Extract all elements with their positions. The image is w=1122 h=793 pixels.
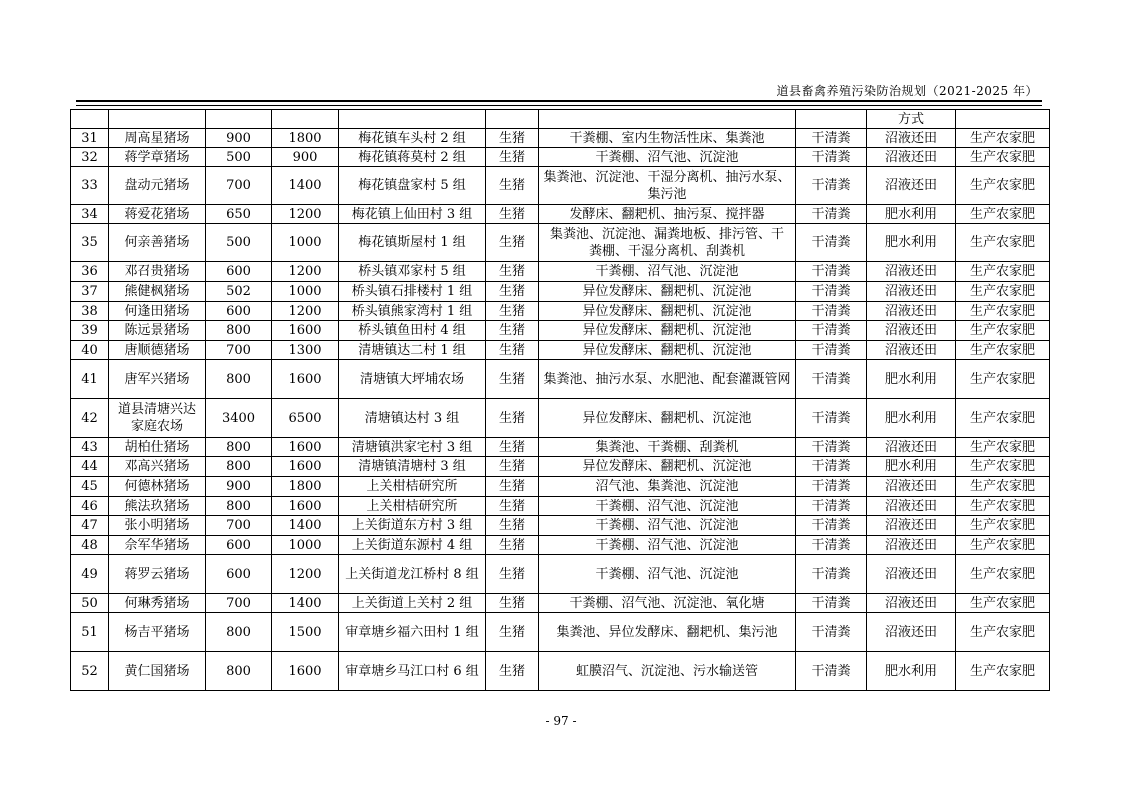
annual-output-cell: 1000 <box>272 282 339 302</box>
location-cell: 桥头镇鱼田村 4 组 <box>339 321 486 341</box>
wastewater-use-cell: 沼液还田 <box>867 167 956 205</box>
farm-name-cell: 唐军兴猪场 <box>109 360 206 399</box>
livestock-type-cell: 生猪 <box>486 438 539 457</box>
row-number-cell: 41 <box>71 360 109 399</box>
facilities-cell: 异位发酵床、翻耙机、沉淀池 <box>539 282 796 302</box>
table-row <box>71 536 1050 555</box>
row-number-cell: 38 <box>71 302 109 321</box>
facilities-cell: 集粪池、沉淀池、漏粪地板、排污管、干 粪棚、干湿分离机、刮粪机 <box>539 224 796 262</box>
manure-method-cell: 干清粪 <box>796 224 867 262</box>
location-cell: 上关柑桔研究所 <box>339 477 486 497</box>
row-number-cell: 33 <box>71 167 109 205</box>
table-row <box>71 594 1050 613</box>
capacity-cell: 500 <box>206 148 272 167</box>
location-cell: 清塘镇达二村 1 组 <box>339 341 486 360</box>
row-number-cell: 43 <box>71 438 109 457</box>
page-header-title: 道县畜禽养殖污染防治规划（2021-2025 年） <box>776 84 1038 98</box>
manure-use-cell: 生产农家肥 <box>956 536 1050 555</box>
capacity-cell: 600 <box>206 555 272 594</box>
manure-use-cell: 生产农家肥 <box>956 321 1050 341</box>
row-number-cell: 45 <box>71 477 109 497</box>
farm-name-cell: 邓召贵猪场 <box>109 262 206 282</box>
manure-method-cell: 干清粪 <box>796 457 867 477</box>
livestock-type-cell: 生猪 <box>486 477 539 497</box>
wastewater-use-cell: 肥水利用 <box>867 360 956 399</box>
location-cell: 梅花镇斯屋村 1 组 <box>339 224 486 262</box>
wastewater-use-cell: 沼液还田 <box>867 536 956 555</box>
livestock-type-cell: 生猪 <box>486 148 539 167</box>
capacity-cell: 800 <box>206 652 272 691</box>
livestock-type-cell: 生猪 <box>486 613 539 652</box>
wastewater-use-cell: 沼液还田 <box>867 321 956 341</box>
capacity-cell: 800 <box>206 438 272 457</box>
table-row <box>71 282 1050 302</box>
wastewater-use-cell: 沼液还田 <box>867 516 956 536</box>
annual-output-cell: 1600 <box>272 652 339 691</box>
wastewater-use-cell: 沼液还田 <box>867 282 956 302</box>
farm-name-cell: 胡柏仕猪场 <box>109 438 206 457</box>
row-number-cell: 31 <box>71 129 109 148</box>
table-row <box>71 457 1050 477</box>
capacity-cell: 600 <box>206 262 272 282</box>
annual-output-cell: 1000 <box>272 536 339 555</box>
row-number-cell: 50 <box>71 594 109 613</box>
annual-output-cell: 1200 <box>272 302 339 321</box>
capacity-cell: 600 <box>206 536 272 555</box>
table-row <box>71 321 1050 341</box>
livestock-type-cell: 生猪 <box>486 516 539 536</box>
table-header-row <box>71 110 1050 129</box>
facilities-cell: 集粪池、异位发酵床、翻耙机、集污池 <box>539 613 796 652</box>
facilities-cell: 集粪池、沉淀池、干湿分离机、抽污水泵、 集污池 <box>539 167 796 205</box>
facilities-cell: 沼气池、集粪池、沉淀池 <box>539 477 796 497</box>
header-cell <box>206 110 272 129</box>
facilities-cell: 干粪棚、沼气池、沉淀池 <box>539 516 796 536</box>
header-cell <box>486 110 539 129</box>
annual-output-cell: 1200 <box>272 262 339 282</box>
header-cell <box>796 110 867 129</box>
table-row <box>71 516 1050 536</box>
facilities-cell: 干粪棚、沼气池、沉淀池 <box>539 148 796 167</box>
location-cell: 桥头镇邓家村 5 组 <box>339 262 486 282</box>
capacity-cell: 3400 <box>206 399 272 438</box>
table-row <box>71 497 1050 516</box>
farm-name-cell: 黄仁国猪场 <box>109 652 206 691</box>
annual-output-cell: 1600 <box>272 457 339 477</box>
location-cell: 桥头镇石排楼村 1 组 <box>339 282 486 302</box>
location-cell: 上关街道上关村 2 组 <box>339 594 486 613</box>
capacity-cell: 800 <box>206 321 272 341</box>
header-cell <box>539 110 796 129</box>
livestock-type-cell: 生猪 <box>486 224 539 262</box>
table-row <box>71 224 1050 262</box>
livestock-type-cell: 生猪 <box>486 399 539 438</box>
livestock-type-cell: 生猪 <box>486 497 539 516</box>
facilities-cell: 干粪棚、沼气池、沉淀池 <box>539 555 796 594</box>
annual-output-cell: 1800 <box>272 129 339 148</box>
livestock-type-cell: 生猪 <box>486 360 539 399</box>
capacity-cell: 800 <box>206 613 272 652</box>
row-number-cell: 39 <box>71 321 109 341</box>
wastewater-use-cell: 沼液还田 <box>867 477 956 497</box>
manure-method-cell: 干清粪 <box>796 167 867 205</box>
manure-method-cell: 干清粪 <box>796 477 867 497</box>
wastewater-use-cell: 肥水利用 <box>867 205 956 224</box>
manure-method-cell: 干清粪 <box>796 613 867 652</box>
manure-use-cell: 生产农家肥 <box>956 129 1050 148</box>
wastewater-use-cell: 沼液还田 <box>867 262 956 282</box>
manure-use-cell: 生产农家肥 <box>956 224 1050 262</box>
manure-method-cell: 干清粪 <box>796 302 867 321</box>
manure-use-cell: 生产农家肥 <box>956 302 1050 321</box>
row-number-cell: 42 <box>71 399 109 438</box>
row-number-cell: 36 <box>71 262 109 282</box>
wastewater-use-cell: 沼液还田 <box>867 497 956 516</box>
wastewater-use-cell: 沼液还田 <box>867 148 956 167</box>
manure-use-cell: 生产农家肥 <box>956 262 1050 282</box>
location-cell: 清塘镇达村 3 组 <box>339 399 486 438</box>
livestock-type-cell: 生猪 <box>486 555 539 594</box>
manure-method-cell: 干清粪 <box>796 321 867 341</box>
manure-method-cell: 干清粪 <box>796 652 867 691</box>
annual-output-cell: 1800 <box>272 477 339 497</box>
facilities-cell: 干粪棚、沼气池、沉淀池、氧化塘 <box>539 594 796 613</box>
manure-use-cell: 生产农家肥 <box>956 148 1050 167</box>
manure-method-cell: 干清粪 <box>796 282 867 302</box>
table-row <box>71 555 1050 594</box>
farm-name-cell: 熊健枫猪场 <box>109 282 206 302</box>
livestock-type-cell: 生猪 <box>486 167 539 205</box>
location-cell: 上关街道龙江桥村 8 组 <box>339 555 486 594</box>
livestock-type-cell: 生猪 <box>486 321 539 341</box>
farm-name-cell: 何逢田猪场 <box>109 302 206 321</box>
farm-name-cell: 何德林猪场 <box>109 477 206 497</box>
manure-method-cell: 干清粪 <box>796 360 867 399</box>
row-number-cell: 32 <box>71 148 109 167</box>
livestock-type-cell: 生猪 <box>486 652 539 691</box>
location-cell: 清塘镇清塘村 3 组 <box>339 457 486 477</box>
annual-output-cell: 1600 <box>272 497 339 516</box>
capacity-cell: 650 <box>206 205 272 224</box>
table-row <box>71 613 1050 652</box>
manure-method-cell: 干清粪 <box>796 129 867 148</box>
wastewater-use-cell: 沼液还田 <box>867 555 956 594</box>
capacity-cell: 502 <box>206 282 272 302</box>
capacity-cell: 700 <box>206 594 272 613</box>
annual-output-cell: 1200 <box>272 205 339 224</box>
row-number-cell: 49 <box>71 555 109 594</box>
manure-use-cell: 生产农家肥 <box>956 613 1050 652</box>
capacity-cell: 900 <box>206 129 272 148</box>
farm-name-cell: 何琳秀猪场 <box>109 594 206 613</box>
manure-use-cell: 生产农家肥 <box>956 167 1050 205</box>
livestock-type-cell: 生猪 <box>486 457 539 477</box>
annual-output-cell: 1400 <box>272 516 339 536</box>
farm-name-cell: 道县清塘兴达家庭农场 <box>109 399 206 438</box>
facilities-cell: 干粪棚、室内生物活性床、集粪池 <box>539 129 796 148</box>
table-row <box>71 341 1050 360</box>
farm-name-cell: 杨吉平猪场 <box>109 613 206 652</box>
facilities-cell: 发酵床、翻耙机、抽污泵、搅拌器 <box>539 205 796 224</box>
facilities-cell: 异位发酵床、翻耙机、沉淀池 <box>539 341 796 360</box>
wastewater-use-cell: 沼液还田 <box>867 302 956 321</box>
manure-method-cell: 干清粪 <box>796 438 867 457</box>
manure-use-cell: 生产农家肥 <box>956 341 1050 360</box>
wastewater-use-cell: 沼液还田 <box>867 341 956 360</box>
table-row <box>71 438 1050 457</box>
table-row <box>71 399 1050 438</box>
manure-use-cell: 生产农家肥 <box>956 399 1050 438</box>
farm-name-cell: 张小明猪场 <box>109 516 206 536</box>
header-cell <box>109 110 206 129</box>
page-number: - 97 - <box>545 714 577 728</box>
table-row <box>71 477 1050 497</box>
annual-output-cell: 1600 <box>272 321 339 341</box>
wastewater-use-cell: 沼液还田 <box>867 129 956 148</box>
manure-method-cell: 干清粪 <box>796 555 867 594</box>
wastewater-use-cell: 沼液还田 <box>867 613 956 652</box>
facilities-cell: 虹膜沼气、沉淀池、污水输送管 <box>539 652 796 691</box>
farm-name-cell: 唐顺德猪场 <box>109 341 206 360</box>
header-cell <box>71 110 109 129</box>
location-cell: 梅花镇上仙田村 3 组 <box>339 205 486 224</box>
capacity-cell: 800 <box>206 360 272 399</box>
table-row <box>71 205 1050 224</box>
facilities-cell: 异位发酵床、翻耙机、沉淀池 <box>539 399 796 438</box>
farm-name-cell: 蒋学章猪场 <box>109 148 206 167</box>
facilities-cell: 异位发酵床、翻耙机、沉淀池 <box>539 457 796 477</box>
capacity-cell: 700 <box>206 516 272 536</box>
farm-name-cell: 蒋罗云猪场 <box>109 555 206 594</box>
facilities-cell: 异位发酵床、翻耙机、沉淀池 <box>539 321 796 341</box>
annual-output-cell: 1300 <box>272 341 339 360</box>
location-cell: 清塘镇洪家宅村 3 组 <box>339 438 486 457</box>
farm-name-cell: 陈远景猪场 <box>109 321 206 341</box>
location-cell: 审章塘乡马江口村 6 组 <box>339 652 486 691</box>
wastewater-use-cell: 沼液还田 <box>867 438 956 457</box>
annual-output-cell: 1500 <box>272 613 339 652</box>
farm-name-cell: 周高星猪场 <box>109 129 206 148</box>
annual-output-cell: 1600 <box>272 438 339 457</box>
facilities-cell: 集粪池、抽污水泵、水肥池、配套灌溉管网 <box>539 360 796 399</box>
manure-use-cell: 生产农家肥 <box>956 594 1050 613</box>
manure-use-cell: 生产农家肥 <box>956 477 1050 497</box>
row-number-cell: 52 <box>71 652 109 691</box>
livestock-type-cell: 生猪 <box>486 205 539 224</box>
location-cell: 上关街道东方村 3 组 <box>339 516 486 536</box>
facilities-cell: 干粪棚、沼气池、沉淀池 <box>539 497 796 516</box>
location-cell: 梅花镇车头村 2 组 <box>339 129 486 148</box>
facilities-cell: 干粪棚、沼气池、沉淀池 <box>539 536 796 555</box>
manure-method-cell: 干清粪 <box>796 341 867 360</box>
farm-table <box>70 109 1050 691</box>
farm-name-cell: 蒋爱花猪场 <box>109 205 206 224</box>
capacity-cell: 600 <box>206 302 272 321</box>
header-rule-thin <box>76 105 1042 106</box>
manure-use-cell: 生产农家肥 <box>956 438 1050 457</box>
annual-output-cell: 1600 <box>272 360 339 399</box>
facilities-cell: 集粪池、干粪棚、刮粪机 <box>539 438 796 457</box>
row-number-cell: 34 <box>71 205 109 224</box>
manure-use-cell: 生产农家肥 <box>956 360 1050 399</box>
livestock-type-cell: 生猪 <box>486 282 539 302</box>
facilities-cell: 异位发酵床、翻耙机、沉淀池 <box>539 302 796 321</box>
manure-method-cell: 干清粪 <box>796 205 867 224</box>
row-number-cell: 35 <box>71 224 109 262</box>
row-number-cell: 48 <box>71 536 109 555</box>
row-number-cell: 40 <box>71 341 109 360</box>
facilities-cell: 干粪棚、沼气池、沉淀池 <box>539 262 796 282</box>
location-cell: 清塘镇大坪埔农场 <box>339 360 486 399</box>
table-row <box>71 129 1050 148</box>
row-number-cell: 46 <box>71 497 109 516</box>
livestock-type-cell: 生猪 <box>486 302 539 321</box>
manure-use-cell: 生产农家肥 <box>956 652 1050 691</box>
manure-use-cell: 生产农家肥 <box>956 555 1050 594</box>
table-row <box>71 262 1050 282</box>
manure-method-cell: 干清粪 <box>796 536 867 555</box>
annual-output-cell: 900 <box>272 148 339 167</box>
capacity-cell: 500 <box>206 224 272 262</box>
location-cell: 审章塘乡福六田村 1 组 <box>339 613 486 652</box>
table-row <box>71 652 1050 691</box>
annual-output-cell: 1000 <box>272 224 339 262</box>
livestock-type-cell: 生猪 <box>486 594 539 613</box>
row-number-cell: 47 <box>71 516 109 536</box>
capacity-cell: 700 <box>206 341 272 360</box>
header-cell <box>956 110 1050 129</box>
livestock-type-cell: 生猪 <box>486 129 539 148</box>
location-cell: 上关柑桔研究所 <box>339 497 486 516</box>
wastewater-use-cell: 肥水利用 <box>867 399 956 438</box>
livestock-type-cell: 生猪 <box>486 341 539 360</box>
header-cell: 方式 <box>867 110 956 129</box>
manure-method-cell: 干清粪 <box>796 516 867 536</box>
capacity-cell: 700 <box>206 167 272 205</box>
farm-name-cell: 盘动元猪场 <box>109 167 206 205</box>
header-cell <box>272 110 339 129</box>
wastewater-use-cell: 肥水利用 <box>867 224 956 262</box>
table-row <box>71 360 1050 399</box>
table-row <box>71 148 1050 167</box>
annual-output-cell: 1400 <box>272 167 339 205</box>
capacity-cell: 900 <box>206 477 272 497</box>
livestock-type-cell: 生猪 <box>486 262 539 282</box>
annual-output-cell: 1200 <box>272 555 339 594</box>
manure-method-cell: 干清粪 <box>796 399 867 438</box>
manure-use-cell: 生产农家肥 <box>956 205 1050 224</box>
farm-name-cell: 熊法玖猪场 <box>109 497 206 516</box>
livestock-type-cell: 生猪 <box>486 536 539 555</box>
manure-use-cell: 生产农家肥 <box>956 457 1050 477</box>
manure-use-cell: 生产农家肥 <box>956 516 1050 536</box>
location-cell: 上关街道东源村 4 组 <box>339 536 486 555</box>
capacity-cell: 800 <box>206 457 272 477</box>
annual-output-cell: 1400 <box>272 594 339 613</box>
header-cell <box>339 110 486 129</box>
manure-use-cell: 生产农家肥 <box>956 282 1050 302</box>
table-row <box>71 167 1050 205</box>
row-number-cell: 44 <box>71 457 109 477</box>
table-row <box>71 302 1050 321</box>
row-number-cell: 51 <box>71 613 109 652</box>
manure-method-cell: 干清粪 <box>796 262 867 282</box>
location-cell: 梅花镇盘家村 5 组 <box>339 167 486 205</box>
wastewater-use-cell: 肥水利用 <box>867 457 956 477</box>
capacity-cell: 800 <box>206 497 272 516</box>
header-rule-thick <box>76 100 1042 102</box>
annual-output-cell: 6500 <box>272 399 339 438</box>
location-cell: 桥头镇熊家湾村 1 组 <box>339 302 486 321</box>
wastewater-use-cell: 沼液还田 <box>867 594 956 613</box>
location-cell: 梅花镇蒋莫村 2 组 <box>339 148 486 167</box>
manure-use-cell: 生产农家肥 <box>956 497 1050 516</box>
row-number-cell: 37 <box>71 282 109 302</box>
farm-name-cell: 佘军华猪场 <box>109 536 206 555</box>
wastewater-use-cell: 肥水利用 <box>867 652 956 691</box>
farm-name-cell: 邓高兴猪场 <box>109 457 206 477</box>
manure-method-cell: 干清粪 <box>796 148 867 167</box>
manure-method-cell: 干清粪 <box>796 594 867 613</box>
farm-name-cell: 何亲善猪场 <box>109 224 206 262</box>
manure-method-cell: 干清粪 <box>796 497 867 516</box>
